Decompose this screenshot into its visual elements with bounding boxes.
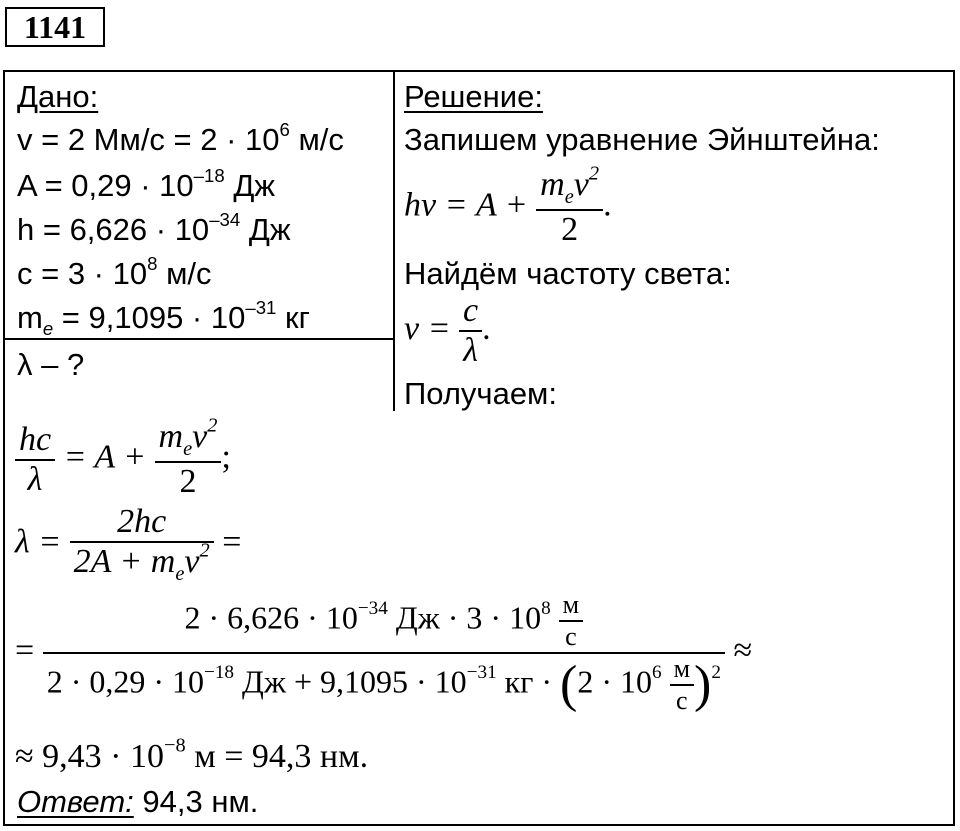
solution-result-intro: Получаем: bbox=[404, 376, 557, 411]
fraction-c-over-lambda: $\frac{c}{\lambda}$ bbox=[459, 294, 482, 368]
given-planck: $h = 6,626 \cdot 10^{-34}$ Дж bbox=[17, 209, 291, 247]
given-header: Дано: bbox=[17, 79, 99, 114]
find-wavelength: λ – ? bbox=[17, 347, 85, 382]
solution-einstein-intro: Запишем уравнение Эйнштейна: bbox=[404, 122, 880, 157]
problem-number: 1141 bbox=[5, 7, 105, 47]
unit-m-per-s-numerator: $\frac{м}{с}$ bbox=[559, 592, 583, 650]
formula-result: ≈ $9,43 \cdot 10^{-8}$ м = 94,3 нм. bbox=[15, 734, 369, 775]
given-electron-mass: $m_e = 9,1095 \cdot 10^{-31}$ кг bbox=[17, 297, 310, 340]
answer-line bbox=[17, 786, 258, 817]
formula-energy-balance: $\frac{hc}{\lambda}$ = A + $\frac{m_ev^2}{2}$ ; bbox=[15, 420, 231, 499]
fraction-wavelength: $\frac{2hc}{2A + m_ev^2}$ bbox=[70, 505, 214, 584]
unit-m-per-s-denominator: $\frac{м}{с}$ bbox=[670, 656, 694, 714]
given-velocity: v = 2 $Мм/с = 2 \cdot 10^6$ м/с bbox=[17, 119, 344, 157]
formula-frequency: ν = $\frac{c}{\lambda}$ . bbox=[404, 292, 491, 369]
formula-substitution: = $2 \cdot 6,626 \cdot 10^{-34}$ Дж · $3 \cdot 10^8$ $\frac{м}{с}$ $2 \cdot 0,29 \cdot 10^{-18}$ Дж + $9,1095 \cdot 10^{-31}$ кг · ($2 \cdot 10^6$ $\frac{м}{с}$ )$^2$ ≈ bbox=[15, 590, 753, 715]
given-work-function: $A = 0,29 \cdot 10^{-18}$ Дж bbox=[17, 165, 276, 203]
fraction-kinetic-energy: $\frac{m_ev^2}{2}$ bbox=[536, 168, 603, 247]
column-divider bbox=[393, 70, 395, 411]
solution-header: Решение: bbox=[404, 79, 543, 114]
solution-frequency-intro: Найдём частоту света: bbox=[404, 256, 732, 291]
formula-wavelength: λ = $\frac{2hc}{2A + m_ev^2}$ = bbox=[15, 503, 242, 585]
answer-label: Ответ: bbox=[17, 784, 134, 819]
fraction-substitution: $2 \cdot 6,626 \cdot 10^{-34}$ Дж · $3 \cdot 10^8$ $\frac{м}{с}$ $2 \cdot 0,29 \cdot 10^{-18}$ Дж + $9,1095 \cdot 10^{-31}$ кг · ($2 \cdot 10^6$ $\frac{м}{с}$ )$^2$ bbox=[43, 592, 725, 714]
given-light-speed: $c = 3 \cdot 10^8$ м/с bbox=[17, 253, 212, 291]
formula-einstein: hν = A + $\frac{m_ev^2}{2}$ . bbox=[404, 162, 612, 249]
answer-value: 94,3 нм. bbox=[133, 784, 259, 819]
fraction-kinetic-energy-2: $\frac{m_ev^2}{2}$ bbox=[155, 420, 222, 499]
fraction-hc-over-lambda: $\frac{hc}{\lambda}$ bbox=[15, 423, 55, 497]
